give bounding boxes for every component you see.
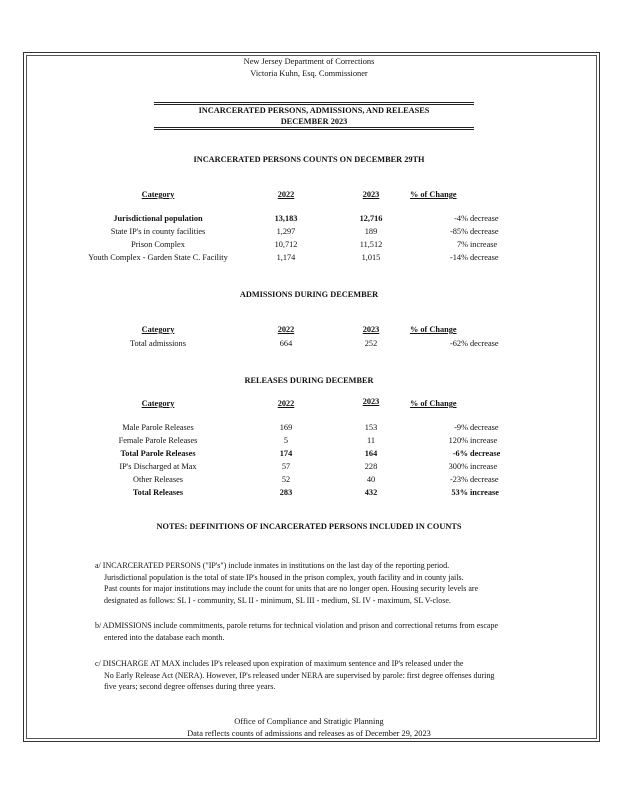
table-row-label: Total Parole Releases [120, 449, 196, 458]
col-pct-change: % of Change [410, 325, 457, 334]
note-b [95, 620, 535, 643]
pct-value: -6% [452, 449, 468, 458]
col-2022: 2022 [277, 190, 295, 199]
col-2023: 2023 [362, 325, 380, 334]
pct-value: 53% [451, 488, 468, 497]
table-cell: 252 [364, 339, 378, 348]
table-row-label: Total admissions [130, 339, 186, 348]
table-cell: 1,015 [361, 253, 381, 262]
pct-direction: decrease [470, 253, 499, 262]
report-title: INCARCERATED PERSONS, ADMISSIONS, AND RELEASES [198, 106, 430, 115]
table-row-label: IP's Discharged at Max [119, 462, 197, 471]
col-2023: 2023 [362, 190, 380, 199]
pct-direction: increase [470, 488, 499, 497]
pct-value: -62% [450, 339, 468, 348]
table-cell: 189 [364, 227, 378, 236]
col-category: Category [141, 325, 175, 334]
note-line: entered into the database each month. [104, 632, 225, 642]
note-line: five years; second degree offenses during three years. [104, 682, 276, 692]
pct-direction: decrease [470, 449, 501, 458]
col-category: Category [141, 190, 175, 199]
pct-value: 7% [456, 240, 468, 249]
pct-value: -85% [450, 227, 468, 236]
table-cell: 174 [279, 449, 293, 458]
note-line: a/ INCARCERATED PERSONS ("IP's") include inmates in institutions on the last day of the reporting period. [95, 561, 450, 570]
col-2022: 2022 [277, 325, 295, 334]
pct-direction: increase [470, 240, 498, 249]
note-line: designated as follows: SL I - community, SL II - minimum, SL III - medium, SL IV - maximum, SL V-close. [104, 595, 451, 605]
footer-office: Office of Compliance and Stratigic Planning [234, 717, 384, 726]
pct-direction: increase [470, 436, 498, 445]
table-cell: 1,297 [276, 227, 296, 236]
pct-direction: decrease [470, 339, 499, 348]
col-pct-change: % of Change [410, 399, 457, 408]
footer-note: Data reflects counts of admissions and releases as of December 29, 2023 [187, 729, 431, 738]
commissioner-name: Victoria Kuhn, Esq. Commissioner [250, 69, 368, 78]
table-cell: 11 [367, 436, 375, 445]
table-cell: 52 [281, 475, 291, 484]
col-2023: 2023 [362, 397, 380, 406]
table-cell: 432 [364, 488, 378, 497]
table-cell: 1,174 [276, 253, 296, 262]
table-cell: 40 [366, 475, 376, 484]
col-2022: 2022 [277, 399, 295, 408]
counts-heading: INCARCERATED PERSONS COUNTS ON DECEMBER 29TH [193, 155, 425, 164]
table-cell: 5 [283, 436, 289, 445]
table-cell: 169 [279, 423, 293, 432]
table-row-label: Jurisdictional population [113, 214, 203, 223]
table-cell: 164 [364, 449, 378, 458]
table-row-label: State IP's in county facilities [110, 227, 206, 236]
table-cell: 13,183 [274, 214, 298, 223]
table-cell: 153 [364, 423, 378, 432]
table-cell: 11,512 [359, 240, 383, 249]
table-cell: 12,716 [359, 214, 383, 223]
pct-value: 120% [448, 436, 468, 445]
pct-direction: decrease [470, 214, 499, 223]
pct-value: -14% [450, 253, 468, 262]
table-row-label: Female Parole Releases [118, 436, 198, 445]
pct-direction: decrease [470, 423, 499, 432]
agency-name: New Jersey Department of Corrections [243, 57, 375, 66]
releases-heading: RELEASES DURING DECEMBER [244, 376, 374, 385]
pct-value: -9% [454, 423, 468, 432]
admissions-heading: ADMISSIONS DURING DECEMBER [239, 290, 379, 299]
note-line: Jurisdictional population is the total of state IP's housed in the prison complex, youth facility and in county jails. [104, 572, 464, 582]
note-line: b/ ADMISSIONS include commitments, parole returns for technical violation and prison and correctional returns from escape [95, 621, 499, 630]
pct-value: 300% [448, 462, 468, 471]
note-line: Past counts for major institutions may include the count for units that are no longer open. Housing security levels are [104, 584, 479, 594]
note-line: No Early Release Act (NERA). However, IP's released under NERA are supervised by parole: first degree offenses during [104, 670, 495, 680]
table-cell: 57 [281, 462, 291, 471]
notes-heading: NOTES: DEFINITIONS OF INCARCERATED PERSONS INCLUDED IN COUNTS [156, 522, 462, 531]
table-cell: 664 [279, 339, 293, 348]
pct-direction: decrease [470, 227, 499, 236]
report-month: DECEMBER 2023 [280, 117, 348, 126]
table-row-label: Total Releases [132, 488, 184, 497]
note-c [95, 658, 535, 693]
col-category: Category [141, 399, 175, 408]
table-row-label: Youth Complex - Garden State C. Facility [88, 253, 228, 262]
pct-value: -4% [454, 214, 468, 223]
table-row-label: Prison Complex [131, 240, 185, 249]
pct-value: -23% [450, 475, 468, 484]
table-cell: 283 [279, 488, 293, 497]
table-row-label: Other Releases [133, 475, 183, 484]
pct-direction: increase [470, 462, 498, 471]
table-row-label: Male Parole Releases [122, 423, 194, 432]
table-cell: 228 [364, 462, 378, 471]
note-a [95, 560, 535, 606]
note-line: c/ DISCHARGE AT MAX includes IP's released upon expiration of maximum sentence and IP's released under the [95, 659, 464, 668]
pct-direction: decrease [470, 475, 499, 484]
table-cell: 10,712 [274, 240, 298, 249]
col-pct-change: % of Change [410, 190, 457, 199]
